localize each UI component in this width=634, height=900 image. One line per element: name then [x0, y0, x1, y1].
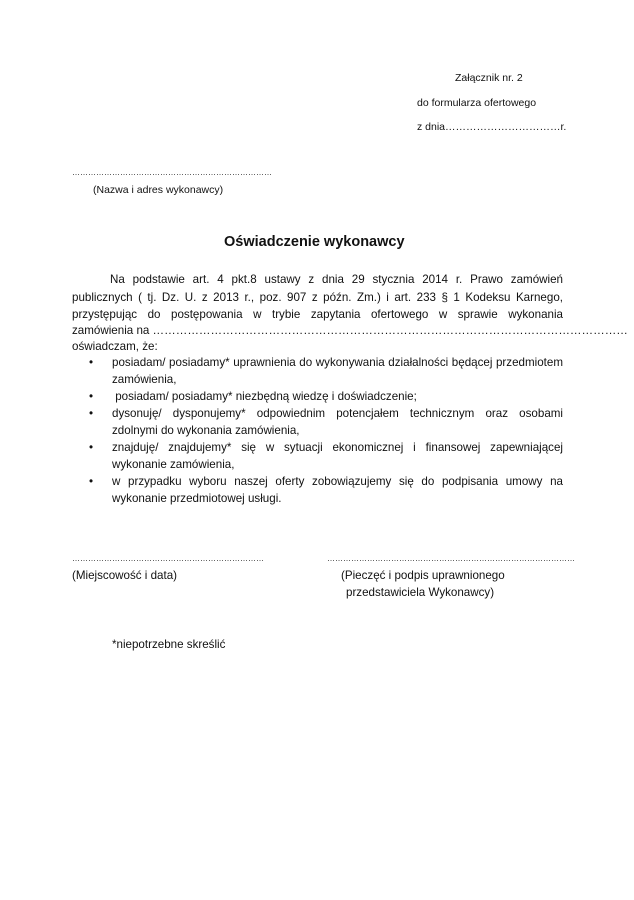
intro-line-5: oświadczam, że: [72, 340, 158, 353]
bullet-icon: • [89, 356, 94, 369]
date-line: z dnia……………………………r. [417, 121, 567, 133]
bullet-icon: • [89, 441, 94, 454]
form-reference: do formularza ofertowego [417, 97, 537, 109]
bullet-icon: • [89, 475, 94, 488]
intro-line-1: Na podstawie art. 4 pkt.8 ustawy z dnia 29 stycznia 2014 r. Prawo zamówień [110, 273, 563, 286]
list-item: • posiadam/ posiadamy* uprawnienia do wykonywania działalności będącej przedmiotem zamówienia, [89, 356, 563, 386]
list-item: • znajduję/ znajdujemy* się w sytuacji ekonomicznej i finansowej zapewniającej wykonanie zamówienia, [89, 441, 563, 471]
signature-dots: ………………………………………………………………………………… [327, 554, 575, 563]
attachment-number: Załącznik nr. 2 [455, 72, 523, 84]
intro-line-2: publicznych ( tj. Dz. U. z 2013 r., poz. 907 z późn. Zm.) i art. 233 § 1 Kodeksu Karnego, [72, 291, 563, 304]
declaration-list [72, 354, 563, 507]
contractor-label: (Nazwa i adres wykonawcy) [93, 184, 224, 196]
place-date-label: (Miejscowość i data) [72, 569, 178, 582]
contractor-dots: ………………………………………………………………… [72, 168, 272, 177]
intro-line-3: przystępując do postępowania w trybie zapytania ofertowego w sprawie wykonania [72, 308, 563, 321]
footnote: *niepotrzebne skreślić [112, 638, 226, 651]
document-title: Oświadczenie wykonawcy [224, 234, 405, 250]
bullet-icon: • [89, 390, 94, 403]
list-item: • w przypadku wyboru naszej oferty zobowiązujemy się do podpisania umowy na wykonanie przedmiotowej usługi. [89, 475, 563, 505]
list-item: • posiadam/ posiadamy* niezbędną wiedzę i doświadczenie; [89, 390, 417, 403]
intro-line-4: zamówienia na …………………………………………………………………………………………………………… [72, 324, 628, 337]
place-date-dots: ……………………………………………………………… [72, 554, 264, 563]
signature-label-1: (Pieczęć i podpis uprawnionego [341, 569, 505, 582]
list-item: • dysonuję/ dysponujemy* odpowiednim potencjałem technicznym oraz osobami zdolnymi do wykonania zamówienia, [89, 407, 563, 437]
signature-label-2: przedstawiciela Wykonawcy) [346, 586, 495, 599]
bullet-icon: • [89, 407, 94, 420]
